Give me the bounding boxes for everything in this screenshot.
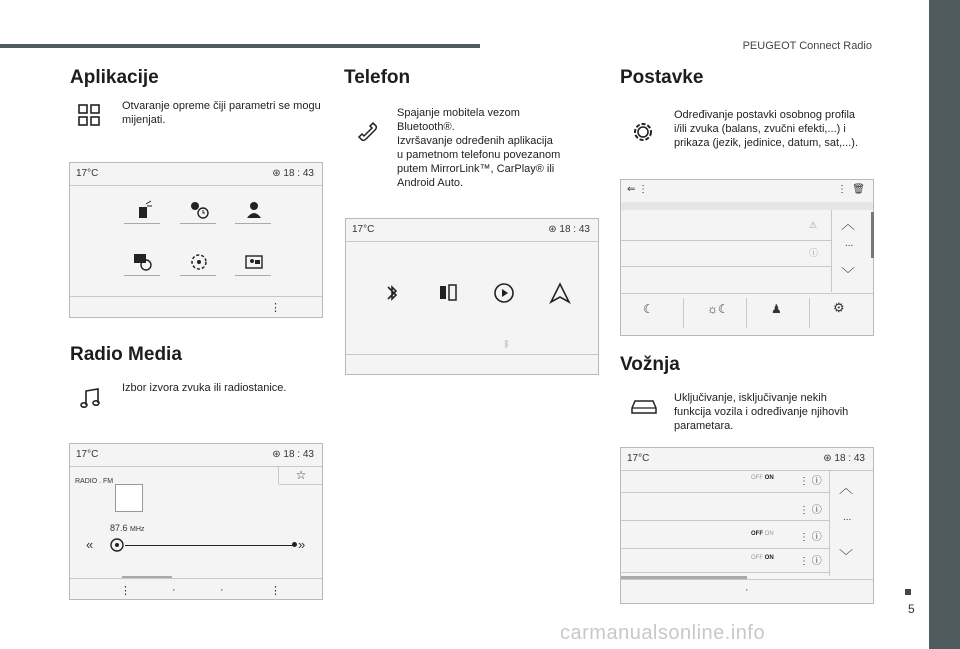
clock-time: 18 : 43 — [283, 168, 314, 179]
more-options-icon[interactable]: ⋮ — [270, 302, 281, 314]
telefon-desc-line: Android Auto. — [397, 177, 464, 189]
temperature: 17°C — [76, 168, 99, 179]
bluetooth-phone-icon[interactable] — [380, 281, 404, 305]
clock-time: 18 : 43 — [283, 449, 314, 460]
toggle-on[interactable] — [751, 555, 774, 561]
icon-underline — [180, 223, 216, 224]
radio-screen — [69, 443, 323, 600]
seek-forward-icon[interactable]: » — [298, 537, 306, 552]
climate-timer-icon[interactable] — [188, 199, 210, 221]
screen-status-bar — [346, 219, 598, 242]
more-options-icon[interactable]: ⋮ — [837, 184, 847, 195]
trash-icon[interactable]: 🗑 — [852, 184, 865, 195]
fragrance-icon[interactable] — [132, 199, 154, 221]
screen-status-bar — [621, 448, 873, 471]
contacts-card-icon[interactable] — [243, 251, 265, 273]
screen-status-bar — [70, 444, 322, 467]
divider — [279, 484, 322, 485]
clock: ⊛ 18 : 43 — [272, 168, 314, 179]
toggle-off-label: OFF — [751, 475, 763, 481]
divider — [831, 210, 832, 292]
clock: ⊛ 18 : 43 — [548, 224, 590, 235]
voznja-screen — [620, 447, 874, 604]
divider — [746, 298, 747, 328]
mirrorlink-icon[interactable] — [436, 281, 460, 305]
toggle-off-label: OFF — [751, 531, 763, 537]
section-title-postavke: Postavke — [620, 67, 704, 88]
more-indicator: ... — [843, 512, 852, 523]
menu-dot[interactable]: · — [220, 584, 224, 596]
section-title-telefon: Telefon — [344, 67, 411, 88]
telefon-desc-line: Bluetooth®. — [397, 121, 455, 133]
scroll-up-icon[interactable]: ︿ — [839, 480, 853, 496]
favorite-star-icon[interactable]: ☆ — [295, 468, 307, 482]
brand-header: PEUGEOT Connect Radio — [742, 40, 872, 52]
postavke-screen — [620, 179, 874, 336]
list-divider — [621, 266, 831, 267]
seek-back-icon[interactable]: « — [86, 537, 94, 552]
toggle-on-label: ON — [764, 475, 774, 481]
screen-divider — [70, 296, 322, 297]
aplikacije-description: Otvaranje opreme čiji parametri se mogu mijenjati. — [122, 100, 321, 126]
row-divider — [621, 548, 829, 549]
toggle-on-label: ON — [764, 555, 774, 561]
settings-gear-icon — [629, 118, 657, 146]
screen-divider — [621, 579, 873, 580]
phone-handset-icon — [355, 119, 379, 143]
frequency-slider[interactable] — [125, 545, 293, 546]
page-marker — [905, 589, 911, 595]
section-title-radio: Radio Media — [70, 344, 182, 365]
telefon-screen — [345, 218, 599, 375]
temperature: 17°C — [76, 449, 99, 460]
icon-underline — [180, 275, 216, 276]
icon-underline — [124, 275, 160, 276]
radio-band: RADIO . FM — [75, 478, 114, 485]
row-divider — [621, 492, 829, 493]
list-header — [621, 202, 873, 210]
row-divider — [621, 572, 829, 573]
aplikacije-screen — [69, 162, 323, 318]
scroll-down-icon[interactable]: ﹀ — [839, 548, 853, 564]
toggle-on[interactable] — [751, 475, 774, 481]
watermark: carmanualsonline.info — [560, 622, 766, 644]
postavke-description: Određivanje postavki osobnog profila i/ili zvuka (balans, zvučni efekti,...) i prikaza (jezik, jedinice, datum, sat,...). — [674, 109, 859, 149]
car-icon — [629, 396, 659, 416]
telefon-desc-line: Spajanje mobitela vezom — [397, 107, 520, 119]
slider-end — [292, 542, 297, 547]
carplay-icon[interactable] — [492, 281, 516, 305]
icon-underline — [235, 223, 271, 224]
menu-dot[interactable]: · — [172, 584, 176, 596]
divider — [829, 470, 830, 576]
temperature: 17°C — [627, 453, 650, 464]
connectivity-settings-icon[interactable] — [188, 251, 210, 273]
bluetooth-status-icon: ᛒ — [504, 339, 510, 349]
clock: ⊛ 18 : 43 — [272, 449, 314, 460]
music-note-icon — [78, 386, 102, 410]
side-strip — [929, 0, 960, 649]
section-title-aplikacije: Aplikacije — [70, 67, 159, 88]
system-settings-icon[interactable]: ⚙ — [833, 300, 845, 315]
more-options-icon[interactable]: ⋮ — [270, 585, 281, 597]
row-options-icon[interactable]: ⋮ ⓘ — [799, 505, 822, 516]
menu-dot[interactable]: · — [745, 584, 749, 596]
screen-status-bar — [70, 163, 322, 186]
section-title-voznja: Vožnja — [620, 354, 680, 375]
screen-divider — [346, 354, 598, 355]
brightness-icon[interactable]: ☼☾ — [707, 302, 729, 316]
toggle-off[interactable] — [751, 531, 774, 537]
row-options-icon[interactable]: ⋮ ⓘ — [799, 556, 822, 567]
profile-icon[interactable]: ♟ — [771, 302, 782, 316]
warning-icon: ⚠ — [809, 220, 818, 230]
row-options-icon[interactable]: ⋮ ⓘ — [799, 476, 822, 487]
icon-underline — [124, 223, 160, 224]
divider — [809, 298, 810, 328]
back-arrow-icon[interactable]: ⇐ ⋮ — [627, 184, 649, 195]
radio-description: Izbor izvora zvuka ili radiostanice. — [122, 382, 287, 394]
station-logo — [115, 484, 143, 512]
more-indicator: ... — [845, 238, 854, 249]
telefon-desc-line: putem MirrorLink™, CarPlay® ili — [397, 163, 555, 175]
scroll-down-icon[interactable]: ﹀ — [841, 266, 855, 282]
telefon-desc-line: u pametnom telefonu povezanom — [397, 149, 561, 161]
message-icon[interactable] — [132, 251, 154, 273]
clock-time: 18 : 43 — [559, 224, 590, 235]
night-mode-icon[interactable]: ☾ — [643, 302, 654, 316]
scroll-up-icon[interactable]: ︿ — [841, 216, 855, 232]
telefon-description — [397, 106, 587, 190]
clock: ⊛ 18 : 43 — [823, 453, 865, 464]
top-rule — [0, 44, 480, 48]
divider — [683, 298, 684, 328]
voznja-description: Uključivanje, isključivanje nekih funkcija vozila i određivanje njihovih parametara. — [674, 392, 849, 432]
list-divider — [621, 240, 831, 241]
frequency — [110, 523, 144, 533]
telefon-desc-line: Izvršavanje određenih aplikacija — [397, 135, 553, 147]
row-options-icon[interactable]: ⋮ ⓘ — [799, 532, 822, 543]
frequency-unit: MHz — [130, 526, 145, 533]
toggle-on-label: ON — [764, 531, 774, 537]
temperature: 17°C — [352, 224, 375, 235]
page-number: 5 — [908, 602, 915, 616]
toggle-off-label: OFF — [751, 555, 763, 561]
info-icon: ⓘ — [809, 248, 819, 258]
screen-divider — [70, 578, 322, 579]
screen-divider — [621, 293, 873, 294]
apps-grid-icon — [78, 104, 100, 126]
screen-status-bar — [621, 180, 873, 203]
driver-profile-icon[interactable] — [243, 199, 265, 221]
frequency-value: 87.6 — [110, 523, 128, 533]
menu-dots-icon[interactable]: ⋮ — [120, 585, 131, 597]
row-divider — [621, 520, 829, 521]
android-auto-icon[interactable] — [548, 281, 572, 305]
clock-time: 18 : 43 — [834, 453, 865, 464]
scrollbar[interactable] — [871, 212, 874, 258]
tuner-knob-icon[interactable] — [110, 538, 124, 552]
icon-underline — [235, 275, 271, 276]
